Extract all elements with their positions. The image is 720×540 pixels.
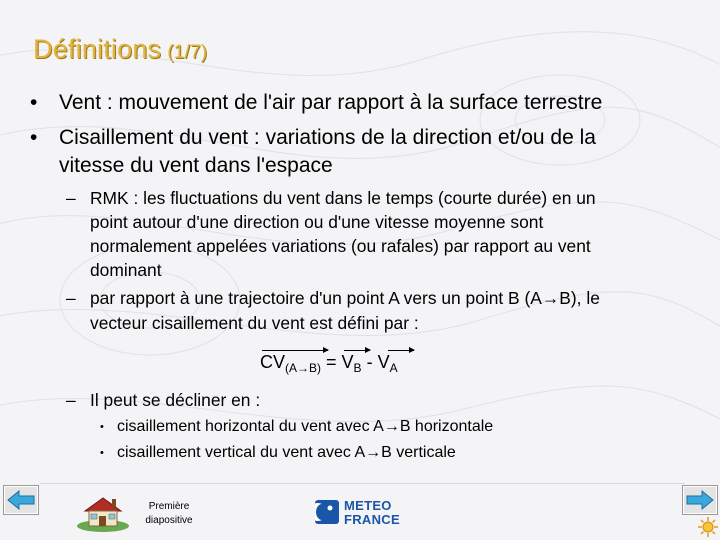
meteo-france-wordmark — [344, 499, 400, 526]
meteo-france-logo-mark — [315, 500, 339, 524]
formula-cv-subscript: (A→B) — [285, 361, 322, 375]
vector-arrow-va — [388, 350, 414, 351]
arrow-right-icon[interactable] — [682, 485, 718, 515]
bullet-text-continued: vitesse du vent dans l'espace — [59, 154, 333, 177]
footer-divider — [40, 483, 685, 484]
logo-line-2: FRANCE — [344, 511, 400, 527]
logo-line-1: METEO — [344, 498, 392, 513]
title-page-counter: (1/7) — [167, 42, 208, 63]
rmk-line-1: RMK : les fluctuations du vent dans le temps (courte durée) en un — [90, 188, 596, 208]
formula-vb-subscript: B — [353, 361, 362, 375]
first-slide-link[interactable] — [136, 500, 202, 528]
formula-cv: CV — [260, 352, 286, 372]
title-text: Définitions — [33, 34, 162, 64]
bullet-text: Cisaillement du vent : variations de la direction et/ou de la — [59, 126, 596, 149]
shear-vector-formula — [260, 352, 398, 375]
vector-arrow-cv — [262, 350, 328, 351]
first-slide-label-2: diapositive — [145, 515, 193, 526]
horizontal-text: cisaillement horizontal du vent avec A→B horizontale — [117, 418, 494, 435]
formula-vb: V — [341, 352, 354, 372]
sun-icon — [697, 516, 719, 538]
vertical-text: cisaillement vertical du vent avec A→B verticale — [117, 444, 456, 461]
formula-equals: = — [321, 352, 342, 372]
dash-marker: – — [66, 288, 76, 308]
bullet-marker: • — [100, 447, 104, 459]
rmk-line-3: normalement appelées variations (ou rafales) par rapport au vent — [90, 236, 591, 256]
traj-line-2: vecteur cisaillement du vent est défini par : — [90, 313, 419, 333]
house-icon[interactable] — [76, 493, 131, 533]
bullet-marker: • — [100, 421, 104, 433]
rmk-line-4: dominant — [90, 260, 162, 280]
formula-minus: - — [361, 352, 378, 372]
formula-va: V — [377, 352, 390, 372]
slide-title — [33, 34, 207, 65]
bullet-marker: • — [30, 126, 38, 149]
meteo-france-logo — [315, 498, 407, 530]
dash-marker: – — [66, 188, 76, 208]
first-slide-label-1: Première — [148, 501, 190, 512]
rmk-line-2: point autour d'une direction ou d'une vitesse moyenne sont — [90, 212, 544, 232]
arrow-left-icon[interactable] — [3, 485, 39, 515]
bullet-marker: • — [30, 91, 38, 114]
formula-va-subscript: A — [389, 361, 398, 375]
vector-arrow-vb — [344, 350, 370, 351]
bullet-text: Vent : mouvement de l'air par rapport à la surface terrestre — [59, 91, 603, 114]
traj-line-1: par rapport à une trajectoire d'un point A vers un point B (A→B), le — [90, 288, 600, 308]
decline-text: Il peut se décliner en : — [90, 390, 261, 410]
dash-marker: – — [66, 390, 76, 410]
